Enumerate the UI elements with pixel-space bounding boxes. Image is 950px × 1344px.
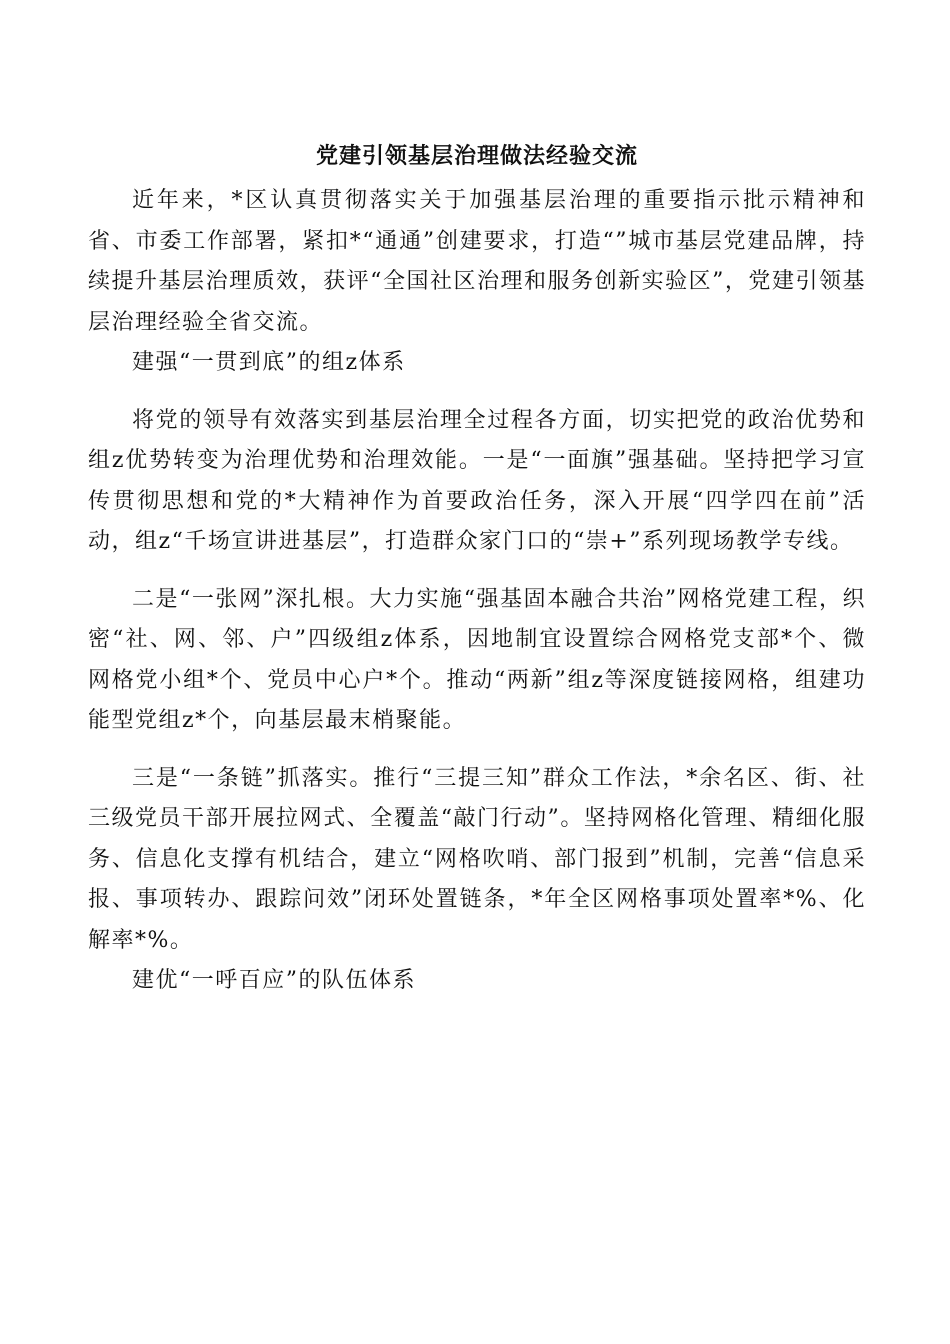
section-heading-organization-system: 建强“一贯到底”的组z体系 xyxy=(132,350,406,375)
body-paragraph-one-net: 二是“一张网”深扎根。大力实施“强基固本融合共治”网格党建工程，织密“社、网、邻、户”四级组z体系，因地制宜设置综合网格党支部*个、微网格党小组*个、党员中心户*个。推动“两新”组z等深度链接网格，组建功能型党组z*个，向基层最末梢聚能。 xyxy=(88,586,866,733)
section-heading-team-system: 建优“一呼百应”的队伍体系 xyxy=(132,968,416,993)
body-paragraph-one-chain: 三是“一条链”抓落实。推行“三提三知”群众工作法，*余名区、街、社三级党员干部开展拉网式、全覆盖“敲门行动”。坚持网格化管理、精细化服务、信息化支撑有机结合，建立“网格吹哨、部门报到”机制，完善“信息采报、事项转办、跟踪问效”闭环处置链条，*年全区网格事项处置率*%、化解率*%。 xyxy=(88,765,866,953)
document-title: 党建引领基层治理做法经验交流 xyxy=(315,143,638,169)
body-paragraph-one-flag: 将党的领导有效落实到基层治理全过程各方面，切实把党的政治优势和组z优势转变为治理优势和治理效能。一是“一面旗”强基础。坚持把学习宣传贯彻思想和党的*大精神作为首要政治任务，深入开展“四学四在前”活动，组z“千场宣讲进基层”，打造群众家门口的“崇+”系列现场教学专线。 xyxy=(88,407,866,554)
document-page xyxy=(88,134,866,1002)
intro-paragraph: 近年来，*区认真贯彻落实关于加强基层治理的重要指示批示精神和省、市委工作部署，紧扣*“通通”创建要求，打造“”城市基层党建品牌，持续提升基层治理质效，获评“全国社区治理和服务创新实验区”，党建引领基层治理经验全省交流。 xyxy=(88,188,866,335)
